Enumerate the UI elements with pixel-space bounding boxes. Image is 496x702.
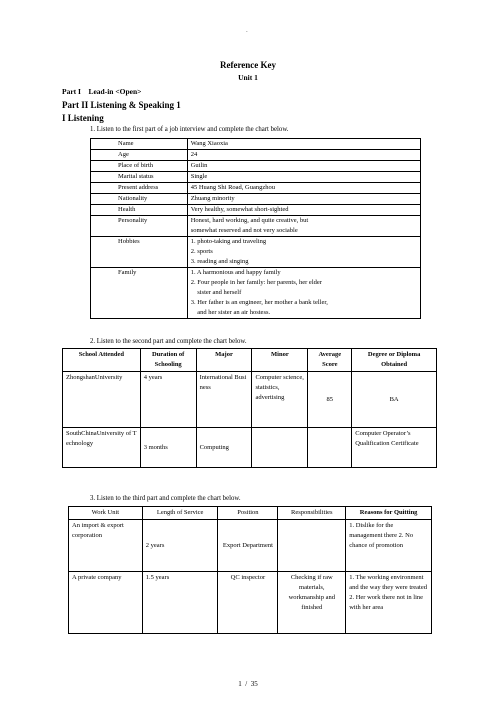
q1-field-label: Nationality [91, 194, 188, 205]
q1-field-value [187, 139, 420, 150]
q1-value-line: 3. Her father is an engineer, her mother a bank teller, [190, 299, 328, 306]
q1-field-value [187, 172, 420, 183]
table-row [91, 237, 421, 268]
q1-field-value [187, 205, 420, 216]
q3-instruction: 3. Listen to the third part and complete the chart below. [90, 495, 241, 502]
q2-cell-degree: Computer Operator’s Qualification Certificate [352, 428, 437, 468]
q1-field-label: Place of birth [91, 161, 188, 172]
table-row [69, 572, 432, 634]
q2-cell-degree: BA [352, 372, 437, 428]
q2-header: Duration of Schooling [140, 349, 196, 372]
q2-header: Average Score [308, 349, 352, 372]
q2-cell-duration: 3 months [140, 428, 196, 468]
page-number: 1 / 35 [238, 680, 258, 688]
q2-cell-school: SouthChinaUniversity of Technology [63, 428, 141, 468]
q2-cell-minor [252, 428, 308, 468]
section-heading: I Listening [62, 113, 104, 123]
q1-field-label: Hobbies [91, 237, 188, 268]
q3-cell-position: QC inspector [218, 572, 278, 634]
q3-cell-position: Export Department [218, 520, 278, 572]
table-row [91, 139, 421, 150]
q2-cell-duration: 4 years [140, 372, 196, 428]
table-row [63, 428, 437, 468]
q1-value-line: 2. Four people in her family: her parents, her elder [190, 279, 322, 286]
q1-field-value [187, 183, 420, 194]
q2-cell-school: ZhongshanUniversity [63, 372, 141, 428]
q2-header: School Attended [63, 349, 141, 372]
q2-table [62, 348, 437, 468]
doc-title: Reference Key [219, 60, 277, 70]
header-dot: . [246, 26, 248, 34]
q2-header-row [63, 349, 437, 372]
q1-field-label: Present address [91, 183, 188, 194]
q1-value-line: Zhuang minority [190, 195, 235, 202]
q1-instruction: 1. Listen to the first part of a job interview and complete the chart below. [90, 126, 289, 133]
q1-value-line: Single [190, 173, 208, 180]
q1-value-line: 2. sports [190, 248, 213, 255]
q1-field-label: Name [91, 139, 188, 150]
q1-field-value [187, 268, 420, 319]
table-row [63, 372, 437, 428]
table-row [91, 194, 421, 205]
q1-field-value [187, 150, 420, 161]
q1-table [90, 138, 421, 319]
table-row [91, 150, 421, 161]
q1-value-line: 3. reading and singing [190, 258, 249, 265]
q3-header: Reasons for Quitting [346, 507, 432, 520]
q3-header-row [69, 507, 432, 520]
q1-value-line: and her sister an air hostess. [190, 309, 271, 316]
table-row [91, 161, 421, 172]
q2-instruction: 2. Listen to the second part and complete the chart below. [90, 338, 247, 345]
q2-cell-score: 85 [308, 372, 352, 428]
q1-field-value [187, 161, 420, 172]
q1-value-line: sister and herself [190, 289, 242, 296]
q3-cell-unit: An import & export corporation [69, 520, 143, 572]
q1-field-value [187, 216, 420, 237]
table-row [91, 205, 421, 216]
q3-header: Position [218, 507, 278, 520]
q2-cell-major: International Business [196, 372, 252, 428]
part2-heading: Part II Listening & Speaking 1 [62, 100, 181, 110]
q1-field-label: Age [91, 150, 188, 161]
q2-cell-score [308, 428, 352, 468]
q2-header: Minor [252, 349, 308, 372]
table-row [91, 183, 421, 194]
q1-field-value [187, 237, 420, 268]
table-row [69, 520, 432, 572]
table-row [91, 172, 421, 183]
part1-heading: Part I Lead-in <Open> [62, 87, 142, 96]
q1-value-line: Wang Xiaoxia [190, 140, 228, 147]
unit-label: Unit 1 [238, 73, 258, 82]
q2-cell-major: Computing [196, 428, 252, 468]
q2-header: Major [196, 349, 252, 372]
q1-field-label: Family [91, 268, 188, 319]
q1-value-line: 24 [190, 151, 198, 158]
q2-header: Degree or Diploma Obtained [352, 349, 437, 372]
q1-field-label: Marital status [91, 172, 188, 183]
q2-cell-minor: Computer science, statistics, advertising [252, 372, 308, 428]
q3-table [68, 506, 432, 634]
q3-header: Responsibilities [278, 507, 346, 520]
q1-value-line: somewhat reserved and not very sociable [190, 227, 298, 234]
q3-cell-resp [278, 520, 346, 572]
q3-cell-resp: Checking if raw materials, workmanship and finished [278, 572, 346, 634]
q3-cell-length: 2 years [142, 520, 218, 572]
q1-field-label: Health [91, 205, 188, 216]
q3-cell-reasons: 1. The working environment and the way they were treated 2. Her work there not in line with her area [346, 572, 432, 634]
q3-header: Length of Service [142, 507, 218, 520]
q3-cell-length: 1.5 years [142, 572, 218, 634]
q1-value-line: Very healthy, somewhat short-sighted [190, 206, 289, 213]
q3-cell-unit: A private company [69, 572, 143, 634]
table-row [91, 216, 421, 237]
q1-value-line: Guilin [190, 162, 208, 169]
q1-value-line: 1. photo-taking and traveling [190, 238, 267, 245]
table-row [91, 268, 421, 319]
q1-field-label: Personality [91, 216, 188, 237]
q1-field-value [187, 194, 420, 205]
q3-cell-reasons: 1. Dislike for the management there 2. No chance of promotion [346, 520, 432, 572]
q1-value-line: Honest, hard working, and quite creative, but [190, 217, 309, 224]
q1-value-line: 1. A harmonious and happy family [190, 269, 281, 276]
q3-header: Work Unit [69, 507, 143, 520]
q1-value-line: 45 Huang Shi Road, Guangzhou [190, 184, 276, 191]
